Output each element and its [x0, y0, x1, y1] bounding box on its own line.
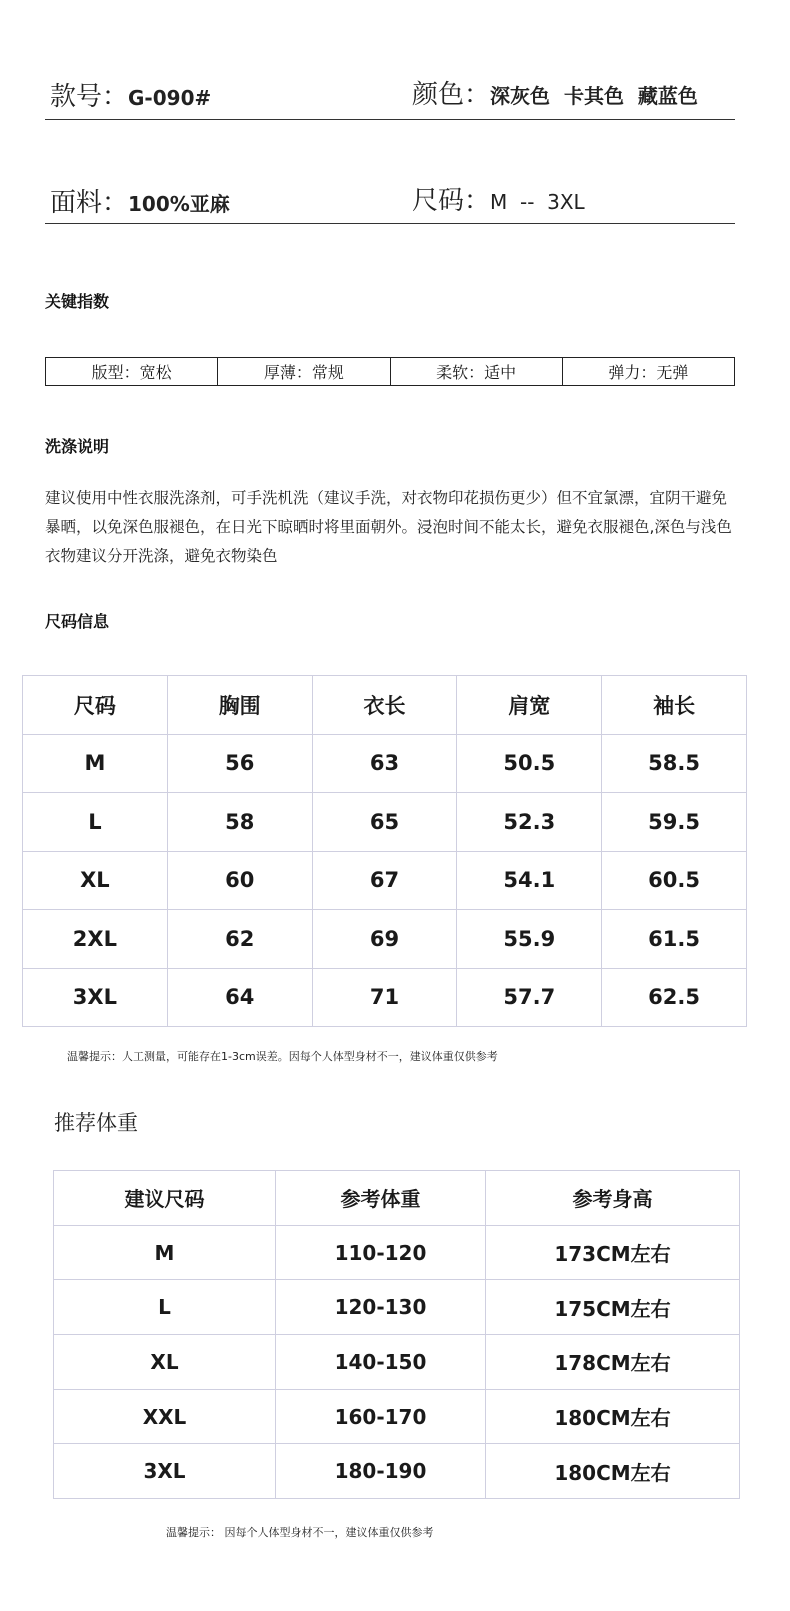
table-cell: 69 — [312, 910, 457, 969]
header-cell: 肩宽 — [457, 676, 602, 735]
header-cell: 胸围 — [167, 676, 312, 735]
table-row — [23, 968, 747, 1027]
table-cell: 120-130 — [276, 1280, 486, 1335]
size-table-header — [23, 676, 747, 735]
table-cell: 180CM左右 — [486, 1389, 740, 1444]
style-label: 款号： — [50, 82, 129, 112]
table-cell: 56 — [167, 734, 312, 793]
table-cell: 64 — [167, 968, 312, 1027]
size-info-title: 尺码信息 — [45, 612, 110, 631]
table-row — [23, 734, 747, 793]
size-label: 尺码： — [412, 186, 491, 216]
table-cell: 180-190 — [276, 1444, 486, 1499]
table-cell: XL — [54, 1335, 276, 1390]
size-table — [22, 675, 747, 1027]
spec-color — [412, 74, 698, 111]
table-row — [54, 1225, 740, 1280]
table-cell: 160-170 — [276, 1389, 486, 1444]
table-cell: 3XL — [54, 1444, 276, 1499]
washing-title: 洗涤说明 — [45, 437, 110, 456]
table-cell: 52.3 — [457, 793, 602, 852]
table-cell: 60 — [167, 851, 312, 910]
spec-fabric — [50, 182, 230, 219]
header-cell: 建议尺码 — [54, 1171, 276, 1226]
spec-size — [412, 180, 585, 217]
header-cell: 参考体重 — [276, 1171, 486, 1226]
table-row — [23, 910, 747, 969]
table-cell: 110-120 — [276, 1225, 486, 1280]
table-cell: L — [23, 793, 168, 852]
weight-table — [53, 1170, 740, 1499]
table-cell: 3XL — [23, 968, 168, 1027]
table-cell: 175CM左右 — [486, 1280, 740, 1335]
table-cell: XL — [23, 851, 168, 910]
style-value: G-090# — [128, 86, 212, 110]
spec-style — [50, 76, 211, 113]
table-cell: 62.5 — [602, 968, 747, 1027]
weight-title: 推荐体重 — [54, 1111, 138, 1135]
header-cell: 参考身高 — [486, 1171, 740, 1226]
table-cell: 58.5 — [602, 734, 747, 793]
table-row — [54, 1335, 740, 1390]
table-cell: 54.1 — [457, 851, 602, 910]
color-label: 颜色： — [412, 80, 491, 110]
table-row — [23, 793, 747, 852]
table-cell: 65 — [312, 793, 457, 852]
indicator-thickness: 厚薄：常规 — [218, 358, 390, 386]
table-cell: 67 — [312, 851, 457, 910]
washing-text: 建议使用中性衣服洗涤剂，可手洗机洗（建议手洗，对衣物印花损伤更少）但不宜氯漂，宜阴干避免暴晒，以免深色服褪色，在日光下晾晒时将里面朝外。浸泡时间不能太长，避免衣服褪色,深色与浅色衣物建议分开洗涤，避免衣物染色 — [45, 489, 732, 565]
header-cell: 衣长 — [312, 676, 457, 735]
key-indicators-table — [45, 357, 735, 386]
fabric-value: 100%亚麻 — [128, 192, 230, 216]
color-value: 深灰色 卡其色 藏蓝色 — [490, 84, 698, 108]
table-cell: XXL — [54, 1389, 276, 1444]
size-tip: 温馨提示：人工测量，可能存在1-3cm误差。因每个人体型身材不一，建议体重仅供参考 — [67, 1050, 498, 1063]
weight-table-header — [54, 1171, 740, 1226]
table-cell: 60.5 — [602, 851, 747, 910]
header-cell: 袖长 — [602, 676, 747, 735]
indicator-softness: 柔软：适中 — [390, 358, 562, 386]
table-cell: 2XL — [23, 910, 168, 969]
table-cell: 50.5 — [457, 734, 602, 793]
table-cell: 63 — [312, 734, 457, 793]
table-cell: 180CM左右 — [486, 1444, 740, 1499]
table-cell: 61.5 — [602, 910, 747, 969]
weight-tip: 温馨提示： 因每个人体型身材不一，建议体重仅供参考 — [166, 1526, 434, 1539]
fabric-label: 面料： — [50, 188, 129, 218]
header-cell: 尺码 — [23, 676, 168, 735]
table-cell: 55.9 — [457, 910, 602, 969]
table-cell: 62 — [167, 910, 312, 969]
table-row — [54, 1389, 740, 1444]
divider — [45, 223, 735, 224]
indicator-elasticity: 弹力：无弹 — [562, 358, 734, 386]
table-cell: 173CM左右 — [486, 1225, 740, 1280]
table-cell: M — [23, 734, 168, 793]
table-cell: 57.7 — [457, 968, 602, 1027]
table-cell: 58 — [167, 793, 312, 852]
table-cell: 140-150 — [276, 1335, 486, 1390]
table-cell: 59.5 — [602, 793, 747, 852]
table-cell: L — [54, 1280, 276, 1335]
size-value: M -- 3XL — [490, 190, 585, 214]
indicator-fit: 版型：宽松 — [46, 358, 218, 386]
table-row — [54, 1444, 740, 1499]
table-row — [54, 1280, 740, 1335]
divider — [45, 119, 735, 120]
table-cell: 71 — [312, 968, 457, 1027]
table-cell: M — [54, 1225, 276, 1280]
table-row — [23, 851, 747, 910]
table-cell: 178CM左右 — [486, 1335, 740, 1390]
key-indicators-title: 关键指数 — [45, 292, 110, 311]
